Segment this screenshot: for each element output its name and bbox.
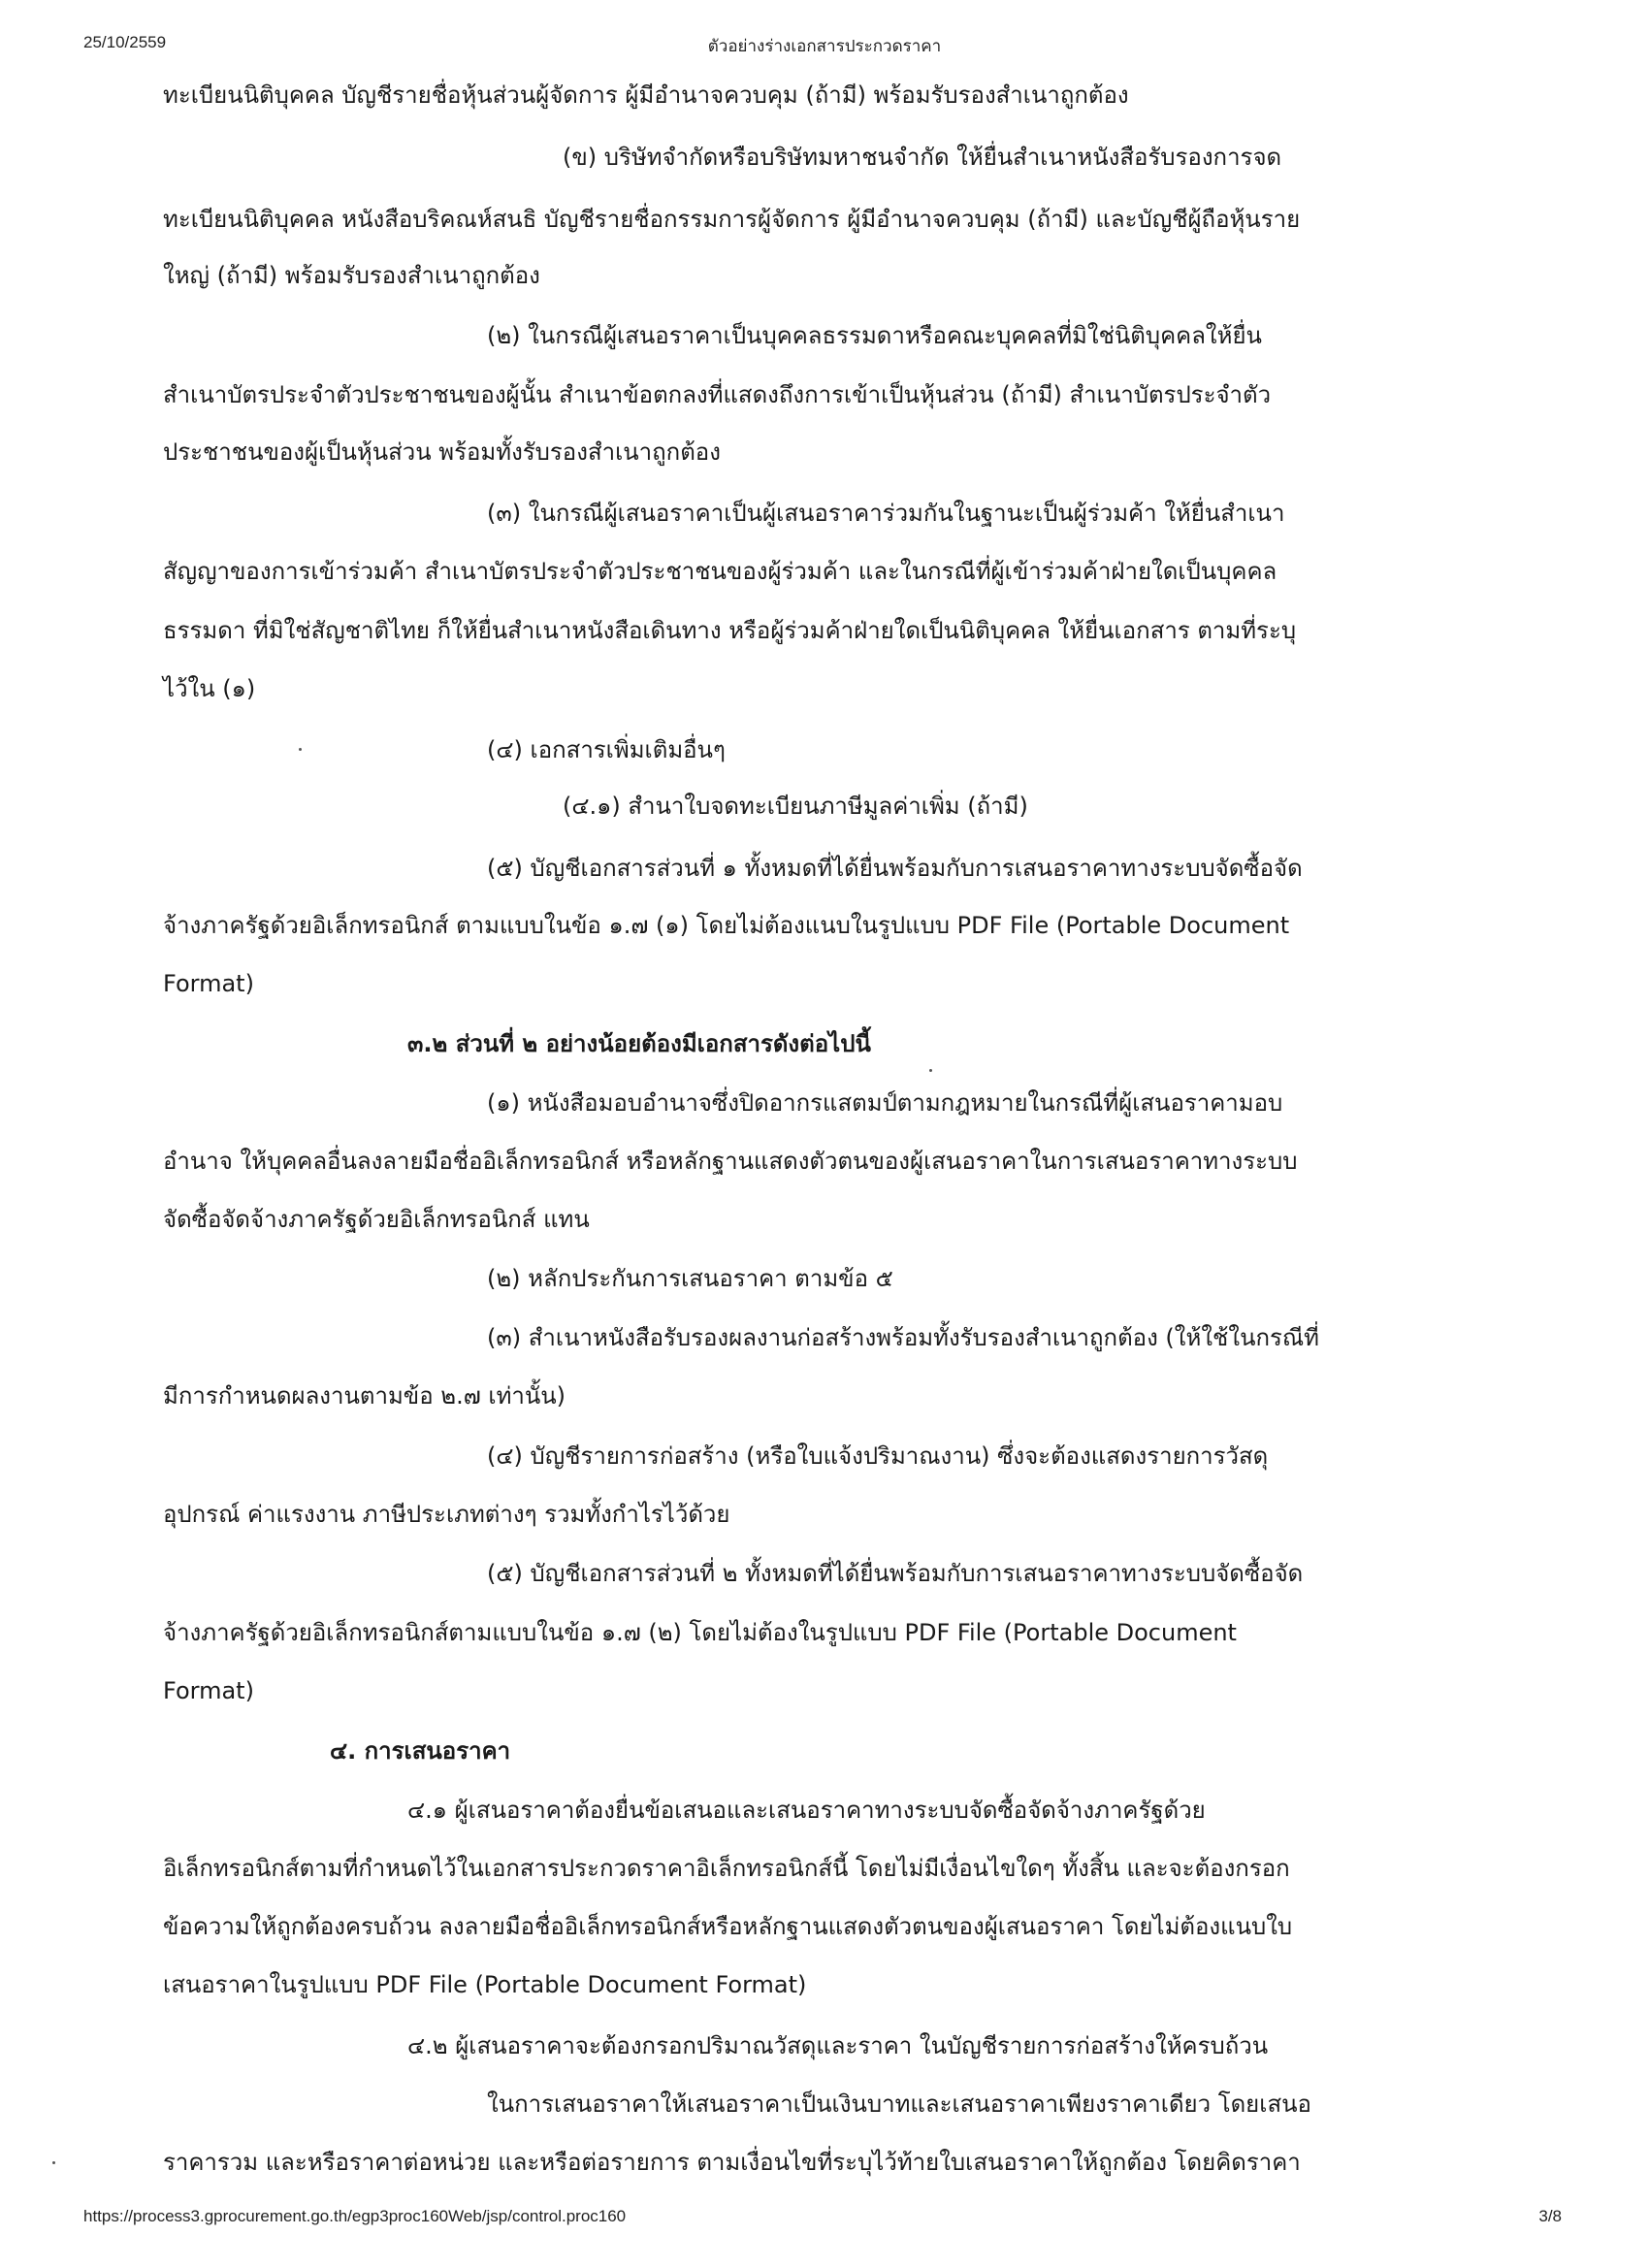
text-line: ทะเบียนนิติบุคคล หนังสือบริคณห์สนธิ บัญชีรายชื่อกรรมการผู้จัดการ ผู้มีอำนาจควบคุม (ถ้ามี) และบัญชีผู้ถือหุ้นราย [163, 206, 1301, 233]
text-line: (๓) สำเนาหนังสือรับรองผลงานก่อสร้างพร้อมทั้งรับรองสำเนาถูกต้อง (ให้ใช้ในกรณีที่ [487, 1324, 1319, 1351]
scan-speck [299, 748, 302, 751]
text-line: (๒) ในกรณีผู้เสนอราคาเป็นบุคคลธรรมดาหรือคณะบุคคลที่มิใช่นิติบุคคลให้ยื่น [487, 322, 1262, 349]
text-line: (๔) เอกสารเพิ่มเติมอื่นๆ [487, 736, 726, 763]
text-line: (๕) บัญชีเอกสารส่วนที่ ๑ ทั้งหมดที่ได้ยื่นพร้อมกับการเสนอราคาทางระบบจัดซื้อจัด [487, 855, 1303, 882]
text-line: (๑) หนังสือมอบอำนาจซึ่งปิดอากรแสตมป์ตามกฎหมายในกรณีที่ผู้เสนอราคามอบ [487, 1089, 1283, 1117]
text-line: ธรรมดา ที่มิใช่สัญชาติไทย ก็ให้ยื่นสำเนาหนังสือเดินทาง หรือผู้ร่วมค้าฝ่ายใดเป็นนิติบุคคล ให้ยื่นเอกสาร ตามที่ระบุ [163, 617, 1297, 644]
footer-url: https://process3.gprocurement.go.th/egp3proc160Web/jsp/control.proc160 [83, 2207, 627, 2225]
text-line: ประชาชนของผู้เป็นหุ้นส่วน พร้อมทั้งรับรองสำเนาถูกต้อง [163, 438, 721, 466]
text-line: ๔.๒ ผู้เสนอราคาจะต้องกรอกปริมาณวัสดุและราคา ในบัญชีรายการก่อสร้างให้ครบถ้วน [407, 2032, 1269, 2059]
text-line: จ้างภาครัฐด้วยอิเล็กทรอนิกส์ ตามแบบในข้อ ๑.๗ (๑) โดยไม่ต้องแนบในรูปแบบ PDF File (Portable Document [163, 912, 1290, 939]
text-line: จ้างภาครัฐด้วยอิเล็กทรอนิกส์ตามแบบในข้อ ๑.๗ (๒) โดยไม่ต้องในรูปแบบ PDF File (Portable Document [163, 1619, 1237, 1646]
text-line: (๒) หลักประกันการเสนอราคา ตามข้อ ๕ [487, 1265, 893, 1292]
text-line: ทะเบียนนิติบุคคล บัญชีรายชื่อหุ้นส่วนผู้จัดการ ผู้มีอำนาจควบคุม (ถ้ามี) พร้อมรับรองสำเนาถูกต้อง [163, 81, 1129, 109]
text-line: สำเนาบัตรประจำตัวประชาชนของผู้นั้น สำเนาข้อตกลงที่แสดงถึงการเข้าเป็นหุ้นส่วน (ถ้ามี) สำเนาบัตรประจำตัว [163, 381, 1272, 408]
text-line: อำนาจ ให้บุคคลอื่นลงลายมือชื่ออิเล็กทรอนิกส์ หรือหลักฐานแสดงตัวตนของผู้เสนอราคาในการเสนอราคาทางระบบ [163, 1148, 1298, 1175]
text-line: ราคารวม และหรือราคาต่อหน่วย และหรือต่อรายการ ตามเงื่อนไขที่ระบุไว้ท้ายใบเสนอราคาให้ถูกต้อง โดยคิดราคา [163, 2149, 1301, 2176]
page-number: 3/8 [1538, 2207, 1562, 2225]
text-line: สัญญาของการเข้าร่วมค้า สำเนาบัตรประจำตัวประชาชนของผู้ร่วมค้า และในกรณีที่ผู้เข้าร่วมค้าฝ่ายใดเป็นบุคคล [163, 558, 1277, 585]
text-line: จัดซื้อจัดจ้างภาครัฐด้วยอิเล็กทรอนิกส์ แทน [163, 1206, 590, 1233]
text-line: ๔.๑ ผู้เสนอราคาต้องยื่นข้อเสนอและเสนอราคาทางระบบจัดซื้อจัดจ้างภาครัฐด้วย [407, 1797, 1206, 1824]
document-title: ตัวอย่างร่างเอกสารประกวดราคา [707, 37, 942, 55]
text-line: Format) [163, 970, 254, 997]
text-line: ไว้ใน (๑) [163, 675, 256, 702]
scan-speck [52, 2161, 55, 2164]
section-heading: ๔. การเสนอราคา [330, 1737, 511, 1765]
text-line: (๓) ในกรณีผู้เสนอราคาเป็นผู้เสนอราคาร่วมกันในฐานะเป็นผู้ร่วมค้า ให้ยื่นสำเนา [487, 500, 1285, 527]
text-line: (๕) บัญชีเอกสารส่วนที่ ๒ ทั้งหมดที่ได้ยื่นพร้อมกับการเสนอราคาทางระบบจัดซื้อจัด [487, 1560, 1304, 1587]
text-line: มีการกำหนดผลงานตามข้อ ๒.๗ เท่านั้น) [163, 1382, 566, 1409]
text-line: อิเล็กทรอนิกส์ตามที่กำหนดไว้ในเอกสารประกวดราคาอิเล็กทรอนิกส์นี้ โดยไม่มีเงื่อนไขใดๆ ทั้งสิ้น และจะต้องกรอก [163, 1855, 1290, 1882]
text-line: Format) [163, 1677, 254, 1704]
text-line: เสนอราคาในรูปแบบ PDF File (Portable Document Format) [163, 1971, 807, 1998]
text-line: (๔) บัญชีรายการก่อสร้าง (หรือใบแจ้งปริมาณงาน) ซึ่งจะต้องแสดงรายการวัสดุ [487, 1442, 1269, 1470]
print-date: 25/10/2559 [83, 33, 167, 51]
text-line: ใหญ่ (ถ้ามี) พร้อมรับรองสำเนาถูกต้อง [163, 262, 540, 289]
text-line: อุปกรณ์ ค่าแรงงาน ภาษีประเภทต่างๆ รวมทั้งกำไรไว้ด้วย [163, 1501, 730, 1528]
section-heading: ๓.๒ ส่วนที่ ๒ อย่างน้อยต้องมีเอกสารดังต่อไปนี้ [407, 1030, 871, 1057]
text-line: (ข) บริษัทจำกัดหรือบริษัทมหาชนจำกัด ให้ยื่นสำเนาหนังสือรับรองการจด [563, 144, 1282, 171]
text-line: ในการเสนอราคาให้เสนอราคาเป็นเงินบาทและเสนอราคาเพียงราคาเดียว โดยเสนอ [487, 2090, 1311, 2118]
scan-speck [929, 1069, 932, 1072]
text-line: ข้อความให้ถูกต้องครบถ้วน ลงลายมือชื่ออิเล็กทรอนิกส์หรือหลักฐานแสดงตัวตนของผู้เสนอราคา โดยไม่ต้องแนบใบ [163, 1913, 1293, 1940]
text-line: (๔.๑) สำนาใบจดทะเบียนภาษีมูลค่าเพิ่ม (ถ้ามี) [563, 793, 1028, 820]
